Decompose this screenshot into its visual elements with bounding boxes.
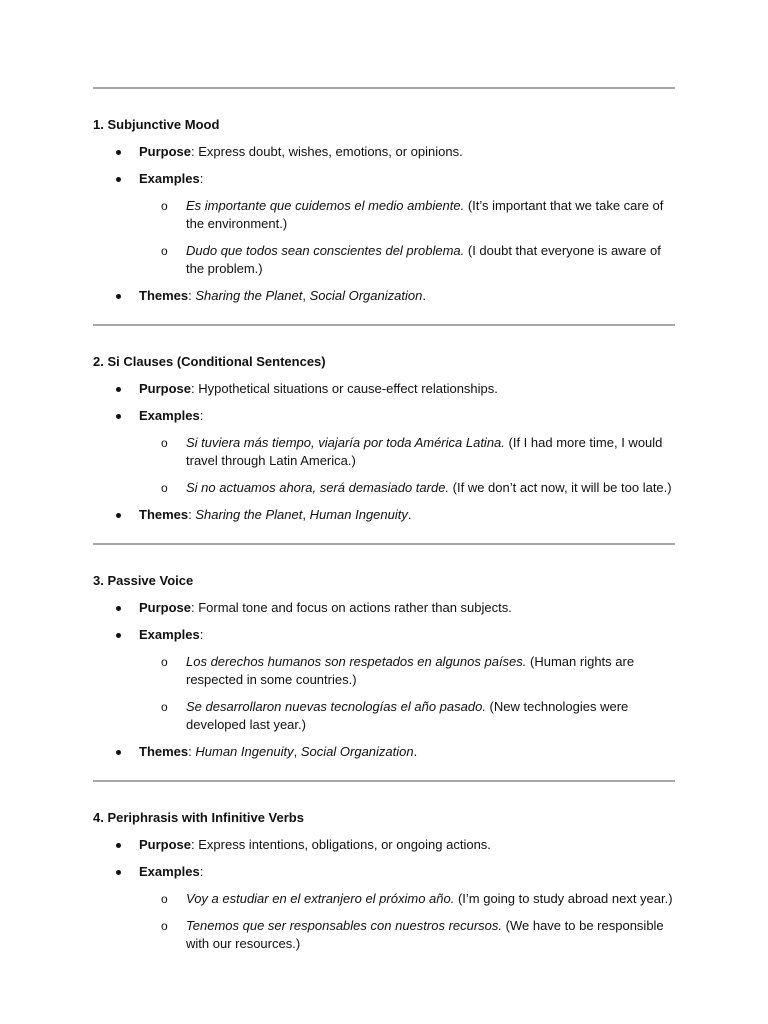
example-english: (I’m going to study abroad next year.) bbox=[454, 891, 673, 906]
circle-bullet-icon: o bbox=[161, 481, 168, 495]
example-spanish: Dudo que todos sean conscientes del problema. bbox=[186, 243, 465, 258]
examples-colon: : bbox=[199, 408, 204, 423]
section-heading: 2. Si Clauses (Conditional Sentences) bbox=[93, 354, 326, 369]
bullet-icon bbox=[116, 633, 121, 638]
themes-sep: : bbox=[188, 507, 196, 522]
examples-item bbox=[93, 626, 675, 734]
themes-label: Themes bbox=[139, 744, 189, 759]
example-item bbox=[139, 242, 675, 278]
bullet-icon bbox=[116, 870, 121, 875]
circle-bullet-icon: o bbox=[161, 199, 168, 213]
circle-bullet-icon: o bbox=[161, 244, 168, 258]
example-english: (I doubt that everyone is aware of the problem.) bbox=[186, 243, 661, 276]
section-heading: 3. Passive Voice bbox=[93, 573, 194, 588]
examples-label: Examples bbox=[139, 171, 200, 186]
examples-colon: : bbox=[199, 627, 204, 642]
section-heading: 1. Subjunctive Mood bbox=[93, 117, 220, 132]
section-subjunctive-mood bbox=[93, 89, 675, 324]
themes-item bbox=[93, 287, 675, 305]
example-item bbox=[139, 197, 675, 233]
bullet-icon bbox=[116, 294, 121, 299]
purpose-text: : Express intentions, obligations, or ongoing actions. bbox=[191, 837, 491, 852]
purpose-text: : Express doubt, wishes, emotions, or opinions. bbox=[191, 144, 463, 159]
themes-end: . bbox=[407, 507, 412, 522]
examples-item bbox=[93, 407, 675, 497]
bullet-icon bbox=[116, 750, 121, 755]
example-item bbox=[139, 653, 675, 689]
example-spanish: Si no actuamos ahora, será demasiado tarde. bbox=[186, 480, 450, 495]
examples-item bbox=[93, 863, 675, 953]
bullet-list bbox=[93, 599, 675, 761]
example-list bbox=[139, 197, 675, 278]
theme-name: Sharing the Planet bbox=[195, 507, 303, 522]
examples-label: Examples bbox=[139, 408, 200, 423]
themes-item bbox=[93, 506, 675, 524]
theme-name: Sharing the Planet bbox=[195, 288, 303, 303]
section-si-clauses bbox=[93, 326, 675, 543]
themes-label: Themes bbox=[139, 288, 189, 303]
example-english: (If I had more time, I would travel through Latin America.) bbox=[186, 435, 663, 468]
section-periphrasis bbox=[93, 782, 675, 972]
purpose-label: Purpose bbox=[139, 381, 192, 396]
themes-item bbox=[93, 743, 675, 761]
theme-name: Social Organization bbox=[309, 288, 423, 303]
examples-colon: : bbox=[199, 864, 204, 879]
circle-bullet-icon: o bbox=[161, 655, 168, 669]
bullet-icon bbox=[116, 177, 121, 182]
example-spanish: Si tuviera más tiempo, viajaría por toda América Latina. bbox=[186, 435, 505, 450]
bullet-list bbox=[93, 380, 675, 524]
bullet-icon bbox=[116, 414, 121, 419]
themes-end: . bbox=[422, 288, 426, 303]
bullet-icon bbox=[116, 843, 121, 848]
examples-colon: : bbox=[199, 171, 204, 186]
example-list bbox=[139, 653, 675, 734]
themes-join: , bbox=[302, 288, 310, 303]
themes-join: , bbox=[293, 744, 301, 759]
example-english: (If we don’t act now, it will be too late.) bbox=[449, 480, 672, 495]
themes-join: , bbox=[302, 507, 310, 522]
purpose-label: Purpose bbox=[139, 600, 192, 615]
example-spanish: Voy a estudiar en el extranjero el próximo año. bbox=[186, 891, 455, 906]
bullet-icon bbox=[116, 513, 121, 518]
example-list bbox=[139, 890, 675, 953]
examples-label: Examples bbox=[139, 627, 200, 642]
circle-bullet-icon: o bbox=[161, 700, 168, 714]
example-english: (New technologies were developed last year.) bbox=[186, 699, 629, 732]
example-item bbox=[139, 698, 675, 734]
example-english: (It’s important that we take care of the environment.) bbox=[186, 198, 664, 231]
example-english: (Human rights are respected in some countries.) bbox=[186, 654, 635, 687]
example-spanish: Los derechos humanos son respetados en algunos países. bbox=[186, 654, 527, 669]
purpose-text: : Formal tone and focus on actions rather than subjects. bbox=[191, 600, 512, 615]
circle-bullet-icon: o bbox=[161, 436, 168, 450]
bullet-list bbox=[93, 143, 675, 305]
purpose-label: Purpose bbox=[139, 144, 192, 159]
themes-sep: : bbox=[188, 288, 196, 303]
purpose-item bbox=[93, 836, 675, 854]
purpose-item bbox=[93, 380, 675, 398]
section-heading: 4. Periphrasis with Infinitive Verbs bbox=[93, 810, 304, 825]
purpose-label: Purpose bbox=[139, 837, 192, 852]
document-page bbox=[93, 87, 675, 972]
theme-name: Social Organization bbox=[300, 744, 414, 759]
example-spanish: Es importante que cuidemos el medio ambiente. bbox=[186, 198, 465, 213]
circle-bullet-icon: o bbox=[161, 919, 168, 933]
example-item bbox=[139, 434, 675, 470]
examples-item bbox=[93, 170, 675, 278]
theme-name: Human Ingenuity bbox=[195, 744, 294, 759]
theme-name: Human Ingenuity bbox=[309, 507, 408, 522]
bullet-list bbox=[93, 836, 675, 953]
bullet-icon bbox=[116, 387, 121, 392]
themes-end: . bbox=[413, 744, 418, 759]
example-spanish: Se desarrollaron nuevas tecnologías el año pasado. bbox=[186, 699, 486, 714]
purpose-item bbox=[93, 143, 675, 161]
example-item bbox=[139, 917, 675, 953]
circle-bullet-icon: o bbox=[161, 892, 168, 906]
purpose-text: : Hypothetical situations or cause-effect relationships. bbox=[191, 381, 498, 396]
examples-label: Examples bbox=[139, 864, 200, 879]
bullet-icon bbox=[116, 606, 121, 611]
themes-label: Themes bbox=[139, 507, 189, 522]
section-passive-voice bbox=[93, 545, 675, 780]
example-item bbox=[139, 890, 675, 908]
example-item bbox=[139, 479, 675, 497]
purpose-item bbox=[93, 599, 675, 617]
example-english: (We have to be responsible with our resources.) bbox=[186, 918, 664, 951]
bullet-icon bbox=[116, 150, 121, 155]
example-spanish: Tenemos que ser responsables con nuestros recursos. bbox=[186, 918, 503, 933]
example-list bbox=[139, 434, 675, 497]
themes-sep: : bbox=[188, 744, 196, 759]
